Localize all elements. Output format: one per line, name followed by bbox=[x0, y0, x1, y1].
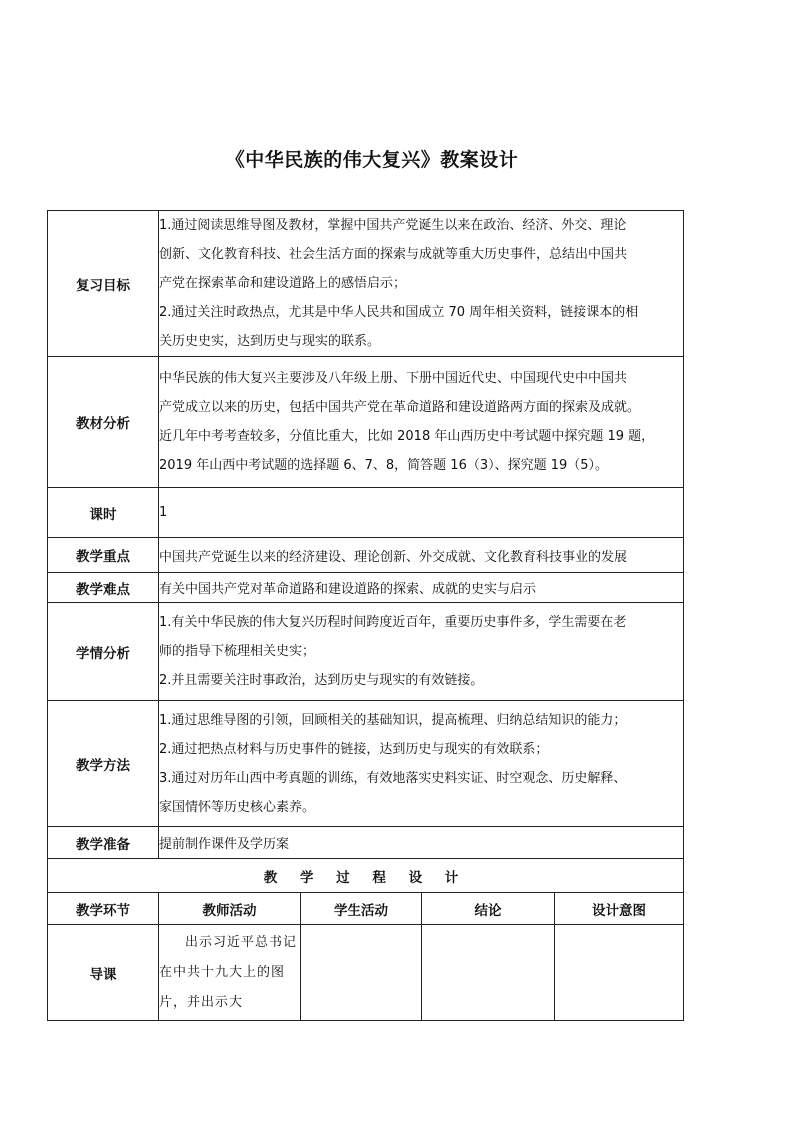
row-preparation bbox=[48, 827, 684, 859]
preparation-label: 教学准备 bbox=[48, 827, 159, 859]
column-header: 设计意图 bbox=[555, 893, 684, 925]
text-line: 1.通过阅读思维导图及教材，掌握中国共产党诞生以来在政治、经济、外交、理论 bbox=[159, 218, 627, 233]
text-line: 2.通过把热点材料与历史事件的链接，达到历史与现实的有效联系； bbox=[159, 741, 549, 757]
text-line: 2.通过关注时政热点，尤其是中华人民共和国成立 70 周年相关资料，链接课本的相 bbox=[159, 305, 639, 320]
text-line: 中华民族的伟大复兴主要涉及八年级上册、下册中国近代史、中国现代史中中国共 bbox=[159, 371, 628, 386]
row-key-points bbox=[48, 538, 684, 573]
preparation-value: 提前制作课件及学历案 bbox=[159, 827, 684, 859]
table-row bbox=[48, 925, 684, 1021]
text-line: 2019 年山西中考试题的选择题 6、7、8，简答题 16（3）、探究题 19（5）。 bbox=[159, 458, 609, 473]
text-line: 家国情怀等历史核心素养。 bbox=[159, 799, 316, 815]
row-methods bbox=[48, 701, 684, 827]
conclusion-cell bbox=[422, 925, 555, 1021]
hours-value: 1 bbox=[159, 488, 684, 538]
methods-content bbox=[159, 701, 684, 827]
text-line: 关历史史实，达到历史与现实的联系。 bbox=[159, 334, 381, 349]
student-analysis-content bbox=[159, 603, 684, 701]
difficulties-label: 教学难点 bbox=[48, 573, 159, 603]
key-points-label: 教学重点 bbox=[48, 538, 159, 573]
column-header: 学生活动 bbox=[301, 893, 422, 925]
student-activity-cell bbox=[301, 925, 422, 1021]
text-line: 1.通过思维导图的引领，回顾相关的基础知识，提高梳理、归纳总结知识的能力； bbox=[159, 712, 627, 728]
student-analysis-label: 学情分析 bbox=[48, 603, 159, 701]
column-header: 教学环节 bbox=[48, 893, 159, 925]
column-header: 教师活动 bbox=[159, 893, 301, 925]
row-review-goals bbox=[48, 211, 684, 357]
text-line: 产党成立以来的历史，包括中国共产党在革命道路和建设道路两方面的探索及成就。 bbox=[159, 400, 641, 415]
text-line: 师的指导下梳理相关史实； bbox=[159, 644, 316, 659]
text-line: 1.有关中华民族的伟大复兴历程时间跨度近百年，重要历史事件多，学生需要在老 bbox=[159, 615, 627, 630]
process-heading: 教 学 过 程 设 计 bbox=[48, 859, 684, 893]
material-analysis-label: 教材分析 bbox=[48, 357, 159, 488]
text-line: 近几年中考考查较多，分值比重大，比如 2018 年山西历史中考试题中探究题 19 题， bbox=[159, 429, 655, 444]
row-process-heading bbox=[48, 859, 684, 893]
text-line: 产党在探索革命和建设道路上的感悟启示； bbox=[159, 276, 407, 291]
row-hours bbox=[48, 488, 684, 538]
row-student-analysis bbox=[48, 603, 684, 701]
hours-label: 课时 bbox=[48, 488, 159, 538]
row-difficulties bbox=[48, 573, 684, 603]
key-points-value: 中国共产党诞生以来的经济建设、理论创新、外交成就、文化教育科技事业的发展 bbox=[159, 538, 684, 573]
methods-label: 教学方法 bbox=[48, 701, 159, 827]
design-intent-cell bbox=[555, 925, 684, 1021]
stage-cell: 导课 bbox=[48, 925, 159, 1021]
row-material-analysis bbox=[48, 357, 684, 488]
column-header: 结论 bbox=[422, 893, 555, 925]
review-goals-content bbox=[159, 211, 684, 357]
text-line: 创新、文化教育科技、社会生活方面的探索与成就等重大历史事件，总结出中国共 bbox=[159, 247, 628, 262]
process-header-row bbox=[48, 893, 684, 925]
page-title: 《中华民族的伟大复兴》教案设计 bbox=[225, 149, 519, 171]
text-line: 3.通过对历年山西中考真题的训练，有效地落实史料实证、时空观念、历史解释、 bbox=[159, 770, 627, 786]
lesson-plan-table bbox=[47, 210, 684, 1021]
teacher-activity-cell: 出示习近平总书记在中共十九大上的图片，并出示大 bbox=[159, 925, 301, 1021]
difficulties-value: 有关中国共产党对革命道路和建设道路的探索、成就的史实与启示 bbox=[159, 573, 684, 603]
material-analysis-content bbox=[159, 357, 684, 488]
text-line: 2.并且需要关注时事政治，达到历史与现实的有效链接。 bbox=[159, 673, 484, 688]
review-goals-label: 复习目标 bbox=[48, 211, 159, 357]
